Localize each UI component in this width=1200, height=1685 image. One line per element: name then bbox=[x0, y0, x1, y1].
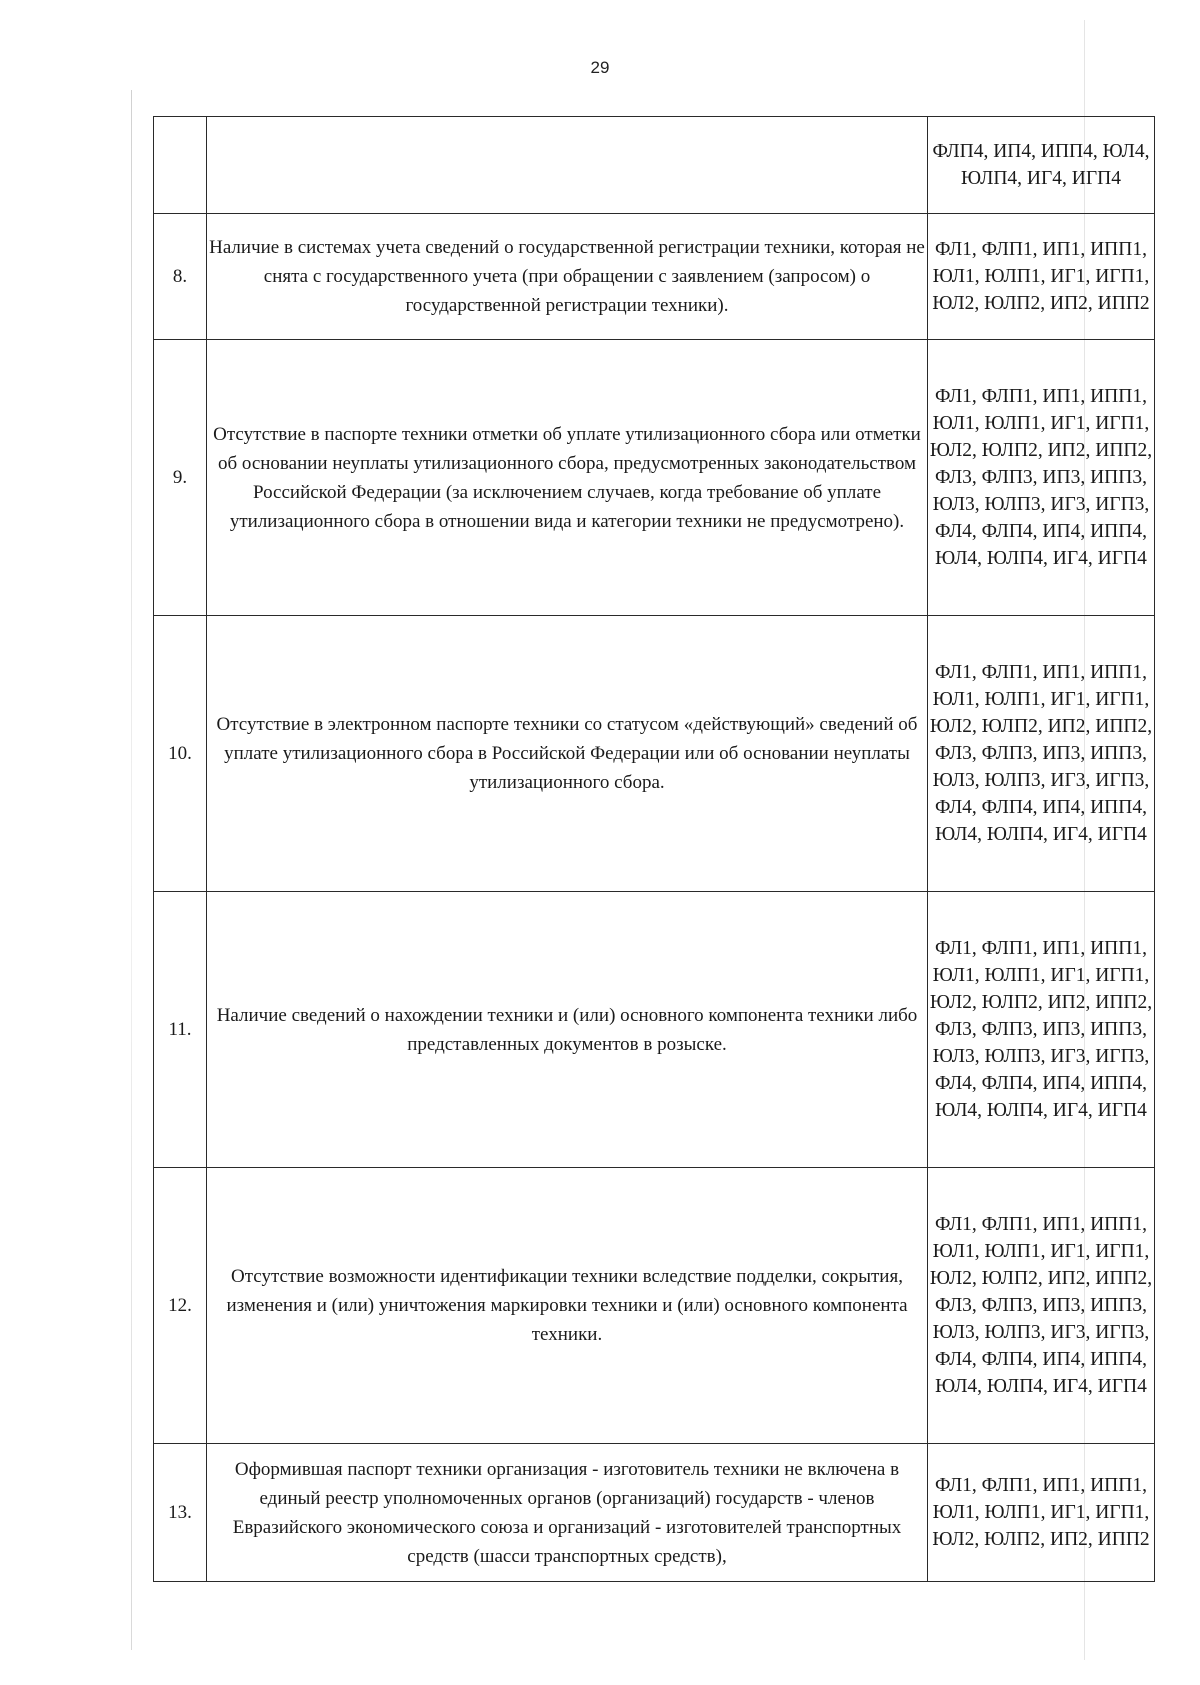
row-applicant-codes: ФЛ1, ФЛП1, ИП1, ИПП1, ЮЛ1, ЮЛП1, ИГ1, ИГП1, ЮЛ2, ЮЛП2, ИП2, ИПП2, ФЛ3, ФЛП3, ИП3, ИПП3, ЮЛ3, ЮЛП3, ИГ3, ИГП3, ФЛ4, ФЛП4, ИП4, ИПП4, ЮЛ4, ЮЛП4, ИГ4, ИГП4 bbox=[928, 616, 1155, 892]
table-row bbox=[154, 892, 1155, 1168]
table-row bbox=[154, 340, 1155, 616]
criteria-table bbox=[153, 116, 1155, 1582]
table-row bbox=[154, 214, 1155, 340]
table-row bbox=[154, 117, 1155, 214]
row-applicant-codes: ФЛ1, ФЛП1, ИП1, ИПП1, ЮЛ1, ЮЛП1, ИГ1, ИГП1, ЮЛ2, ЮЛП2, ИП2, ИПП2, ФЛ3, ФЛП3, ИП3, ИПП3, ЮЛ3, ЮЛП3, ИГ3, ИГП3, ФЛ4, ФЛП4, ИП4, ИПП4, ЮЛ4, ЮЛП4, ИГ4, ИГП4 bbox=[928, 340, 1155, 616]
row-number: 13. bbox=[154, 1444, 207, 1582]
row-number: 12. bbox=[154, 1168, 207, 1444]
row-description: Наличие сведений о нахождении техники и (или) основного компонента техники либо представленных документов в розыске. bbox=[207, 892, 928, 1168]
table-row bbox=[154, 1168, 1155, 1444]
row-description bbox=[207, 117, 928, 214]
row-applicant-codes: ФЛ1, ФЛП1, ИП1, ИПП1, ЮЛ1, ЮЛП1, ИГ1, ИГП1, ЮЛ2, ЮЛП2, ИП2, ИПП2 bbox=[928, 214, 1155, 340]
table-body bbox=[154, 117, 1155, 1582]
row-description: Наличие в системах учета сведений о государственной регистрации техники, которая не снята с государственного учета (при обращении с заявлением (запросом) о государственной регистрации техники). bbox=[207, 214, 928, 340]
table-row bbox=[154, 616, 1155, 892]
row-number bbox=[154, 117, 207, 214]
row-description: Оформившая паспорт техники организация - изготовитель техники не включена в единый реестр уполномоченных органов (организаций) государств - членов Евразийского экономического союза и организаций - изготовителей транспортных средств (шасси транспортных средств), bbox=[207, 1444, 928, 1582]
table-row bbox=[154, 1444, 1155, 1582]
row-applicant-codes: ФЛ1, ФЛП1, ИП1, ИПП1, ЮЛ1, ЮЛП1, ИГ1, ИГП1, ЮЛ2, ЮЛП2, ИП2, ИПП2 bbox=[928, 1444, 1155, 1582]
page-number: 29 bbox=[590, 58, 610, 77]
row-description: Отсутствие возможности идентификации техники вследствие подделки, сокрытия, изменения и (или) уничтожения маркировки техники и (или) основного компонента техники. bbox=[207, 1168, 928, 1444]
row-number: 11. bbox=[154, 892, 207, 1168]
row-description: Отсутствие в паспорте техники отметки об уплате утилизационного сбора или отметки об основании неуплаты утилизационного сбора, предусмотренных законодательством Российской Федерации (за исключением случаев, когда требование об уплате утилизационного сбора в отношении вида и категории техники не предусмотрено). bbox=[207, 340, 928, 616]
row-applicant-codes: ФЛ1, ФЛП1, ИП1, ИПП1, ЮЛ1, ЮЛП1, ИГ1, ИГП1, ЮЛ2, ЮЛП2, ИП2, ИПП2, ФЛ3, ФЛП3, ИП3, ИПП3, ЮЛ3, ЮЛП3, ИГ3, ИГП3, ФЛ4, ФЛП4, ИП4, ИПП4, ЮЛ4, ЮЛП4, ИГ4, ИГП4 bbox=[928, 1168, 1155, 1444]
row-number: 9. bbox=[154, 340, 207, 616]
row-applicant-codes: ФЛ1, ФЛП1, ИП1, ИПП1, ЮЛ1, ЮЛП1, ИГ1, ИГП1, ЮЛ2, ЮЛП2, ИП2, ИПП2, ФЛ3, ФЛП3, ИП3, ИПП3, ЮЛ3, ЮЛП3, ИГ3, ИГП3, ФЛ4, ФЛП4, ИП4, ИПП4, ЮЛ4, ЮЛП4, ИГ4, ИГП4 bbox=[928, 892, 1155, 1168]
row-description: Отсутствие в электронном паспорте техники со статусом «действующий» сведений об уплате утилизационного сбора в Российской Федерации или об основании неуплаты утилизационного сбора. bbox=[207, 616, 928, 892]
row-number: 10. bbox=[154, 616, 207, 892]
scan-edge-line bbox=[131, 90, 132, 1650]
row-applicant-codes: ФЛП4, ИП4, ИПП4, ЮЛ4, ЮЛП4, ИГ4, ИГП4 bbox=[928, 117, 1155, 214]
row-number: 8. bbox=[154, 214, 207, 340]
